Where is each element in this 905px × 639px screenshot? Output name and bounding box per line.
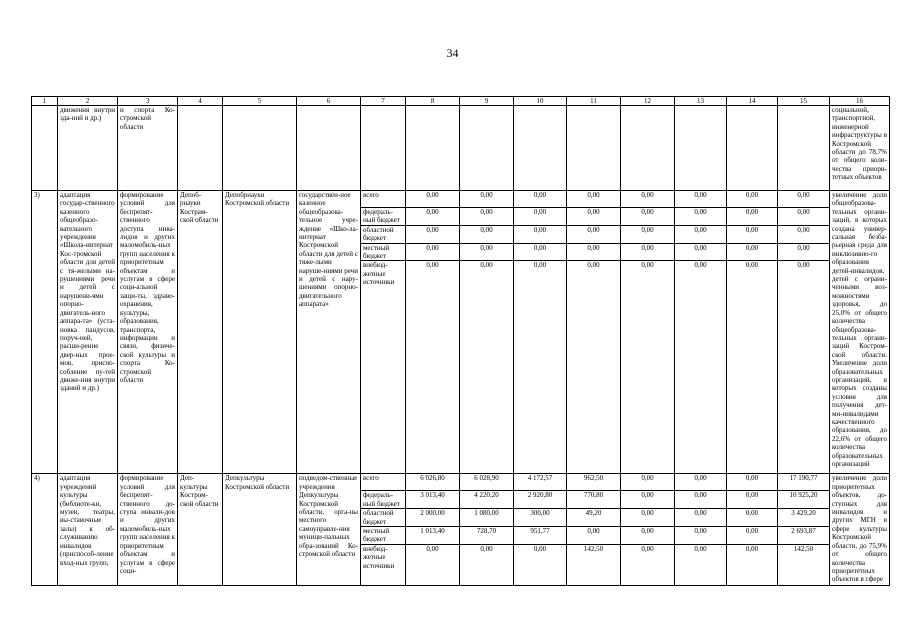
amount: 0,00: [675, 225, 727, 243]
amount: 0,00: [675, 491, 727, 509]
amount: 951,77: [514, 527, 567, 545]
amount: 0,00: [406, 544, 460, 585]
amount: 0,00: [727, 225, 778, 243]
col-number-12: 12: [621, 97, 675, 106]
funding-source: местный бюджет: [361, 527, 406, 545]
col-number-3: 3: [118, 97, 178, 106]
amount: 0,00: [675, 527, 727, 545]
amount: 0,00: [460, 191, 514, 208]
amount: 0,00: [675, 261, 727, 474]
col-number-5: 5: [223, 97, 297, 106]
funding-source: всего: [361, 191, 406, 208]
amount: 0,00: [514, 261, 567, 474]
funding-source: внебюд-жетные источники: [361, 261, 406, 474]
amount: 0,00: [567, 208, 621, 226]
responsible-executor: Депоб-рнауки Кострам-ской области: [178, 191, 223, 474]
continuation-indicator: социальной, транспортной, инженерной инфраструктуры в Костромской области до 78,7% от общего коли-чества приори-тетных объектов: [830, 106, 890, 191]
amount: 4 172,57: [514, 474, 567, 491]
amount: 0,00: [514, 208, 567, 226]
col-number-10: 10: [514, 97, 567, 106]
col-number-9: 9: [460, 97, 514, 106]
amount: 0,00: [727, 527, 778, 545]
col-number-14: 14: [727, 97, 778, 106]
co-executor: Депобрнауки Костромской области: [223, 191, 297, 474]
amount: 0,00: [460, 243, 514, 261]
amount: 0,00: [406, 243, 460, 261]
amount: 0,00: [727, 191, 778, 208]
item-number: 3): [32, 191, 58, 474]
amount: 0,00: [727, 491, 778, 509]
amount: 4 220,20: [460, 491, 514, 509]
funding-source: областной бюджет: [361, 509, 406, 527]
amount: 0,00: [567, 191, 621, 208]
amount: 0,00: [406, 191, 460, 208]
table-row: [32, 191, 890, 208]
amount: 0,00: [621, 509, 675, 527]
amount: 2 000,00: [406, 509, 460, 527]
funding-source: областной бюджет: [361, 225, 406, 243]
activity-goal: формирование условий для беспрепят-ственного доступа инва-лидов и других маломобиль-ных групп населения к приоритетным объектам и услугам в сфере соци-альной защи-ты, здраво-охранения, культуры, образования, транспорта, информации и связи, физиче-ской культуры и спорта Ко-стромской области: [118, 191, 178, 474]
amount: 0,00: [675, 191, 727, 208]
amount: 0,00: [727, 261, 778, 474]
item-number: 4): [32, 474, 58, 585]
amount: 6 028,90: [460, 474, 514, 491]
amount: 0,00: [621, 544, 675, 585]
activity-description: адаптация государ-ственного казенного общеобразо-вательного учреждения «Школа-интернат Кос-тромской области для детей с тя-желыми на-рушениями речи и детей с нарушени-ями опорно-двигатель-ного аппара-та» (уста-новка пандусов, поруч-ней, расши-рение двер-ных прое-мов, приспо-собление пу-тей движе-ния внутри зданий и др.): [58, 191, 118, 474]
amount: 1 013,40: [406, 527, 460, 545]
amount-total: 10 925,20: [778, 491, 830, 509]
amount: 0,00: [621, 208, 675, 226]
amount: 3 013,40: [406, 491, 460, 509]
funding-source: федераль-ный бюджет: [361, 491, 406, 509]
funding-source: внебюд-жетные источники: [361, 544, 406, 585]
amount: 0,00: [727, 208, 778, 226]
amount-total: 142,50: [778, 544, 830, 585]
participants: государствен-ное казенное общеобразова-тельное учре-ждение «Шко-ла-интернат Костромской области для детей с тяже-лыми наруше-ниями речи и детей с нару-шениями опорно-двигательного аппарата»: [297, 191, 361, 474]
table-row: [32, 474, 890, 491]
amount-total: 0,00: [778, 208, 830, 226]
continuation-activity: движения внутри зда-ний и др.): [58, 106, 118, 191]
amount: 0,00: [514, 191, 567, 208]
amount: 0,00: [675, 243, 727, 261]
funding-source: местный бюджет: [361, 243, 406, 261]
amount: 0,00: [621, 225, 675, 243]
amount: 0,00: [675, 544, 727, 585]
amount: 962,50: [567, 474, 621, 491]
amount: 0,00: [514, 225, 567, 243]
amount: 6 026,80: [406, 474, 460, 491]
activity-goal: формирование условий для беспрепят-ственного до-ступа инвали-дов и других маломобиль-ных групп населения к приоритетным объектам и услугам в сфере соци-: [118, 474, 178, 585]
amount: 0,00: [621, 474, 675, 491]
amount: 0,00: [567, 261, 621, 474]
amount: 0,00: [567, 243, 621, 261]
target-indicator: увеличение доли общеобразова-тельных органи-заций, в которых создана универ-сальная безба-рьерная среда для инклюзивно-го образования детей-инвалидов, детей с ограни-ченными воз-можностями здоровья, до 25,0% от общего количества общеобразова-тельных органи-заций Костром-ской области. Увеличение доли образовательных организаций, в которых созданы условия для получения дет-ми-инвалидами качественного образования, до 22,6% от общего количества образовательных организаций: [830, 191, 890, 474]
funding-source: всего: [361, 474, 406, 491]
amount: 0,00: [727, 509, 778, 527]
amount-total: 3 429,20: [778, 509, 830, 527]
amount: 728,70: [460, 527, 514, 545]
amount-total: 0,00: [778, 243, 830, 261]
amount: 0,00: [460, 208, 514, 226]
amount: 770,80: [567, 491, 621, 509]
amount: 0,00: [460, 225, 514, 243]
amount: 0,00: [460, 261, 514, 474]
col-number-4: 4: [178, 97, 223, 106]
amount: 0,00: [675, 509, 727, 527]
program-table: [31, 96, 890, 586]
col-number-8: 8: [406, 97, 460, 106]
participants: подведом-ственные учреждения Депкультуры Костромской области, орга-ны местного самоуправле-ния муници-пальных обра-зований Ко-стромской области: [297, 474, 361, 585]
col-number-2: 2: [58, 97, 118, 106]
amount: 0,00: [621, 243, 675, 261]
amount: 2 920,80: [514, 491, 567, 509]
amount: 0,00: [514, 243, 567, 261]
col-number-11: 11: [567, 97, 621, 106]
amount: 0,00: [727, 243, 778, 261]
amount: 0,00: [406, 225, 460, 243]
continuation-goal: и спорта Ко-стромской области: [118, 106, 178, 191]
col-number-6: 6: [297, 97, 361, 106]
amount: 0,00: [406, 261, 460, 474]
amount: 300,00: [514, 509, 567, 527]
funding-source: федераль-ный бюджет: [361, 208, 406, 226]
amount-total: 2 693,87: [778, 527, 830, 545]
amount: 0,00: [406, 208, 460, 226]
continuation-row: [32, 106, 890, 191]
column-number-row: [32, 97, 890, 106]
amount: 1 080,00: [460, 509, 514, 527]
col-number-16: 16: [830, 97, 890, 106]
col-number-7: 7: [361, 97, 406, 106]
amount: 0,00: [675, 474, 727, 491]
page-number: 34: [446, 46, 459, 60]
amount: 0,00: [621, 191, 675, 208]
amount: 0,00: [621, 527, 675, 545]
amount: 49,20: [567, 509, 621, 527]
target-indicator: увеличение доли приоритетных объектов, до-ступных для инвалидов и других МГН в сфере культуры Костромской области, до 75,9% от общего количества приоритетных объектов в сфере: [830, 474, 890, 585]
activity-description: адаптация учреждений культуры (библиоте-ки, музеи, театры, вы-ставочные залы) к об-служиванию инвалидов (приспособ-ление вход-ных групп,: [58, 474, 118, 585]
amount: 0,00: [621, 491, 675, 509]
amount-total: 0,00: [778, 261, 830, 474]
amount: 0,00: [514, 544, 567, 585]
col-number-1: 1: [32, 97, 58, 106]
amount: 0,00: [675, 208, 727, 226]
amount: 0,00: [567, 225, 621, 243]
col-number-13: 13: [675, 97, 727, 106]
amount-total: 17 190,77: [778, 474, 830, 491]
amount-total: 0,00: [778, 191, 830, 208]
amount: 142,50: [567, 544, 621, 585]
amount: 0,00: [727, 474, 778, 491]
amount: 0,00: [727, 544, 778, 585]
amount-total: 0,00: [778, 225, 830, 243]
amount: 0,00: [621, 261, 675, 474]
amount: 0,00: [460, 544, 514, 585]
co-executor: Депкультуры Костромской области: [223, 474, 297, 585]
responsible-executor: Деп-культуры Костром-ской области: [178, 474, 223, 585]
amount: 0,00: [567, 527, 621, 545]
col-number-15: 15: [778, 97, 830, 106]
